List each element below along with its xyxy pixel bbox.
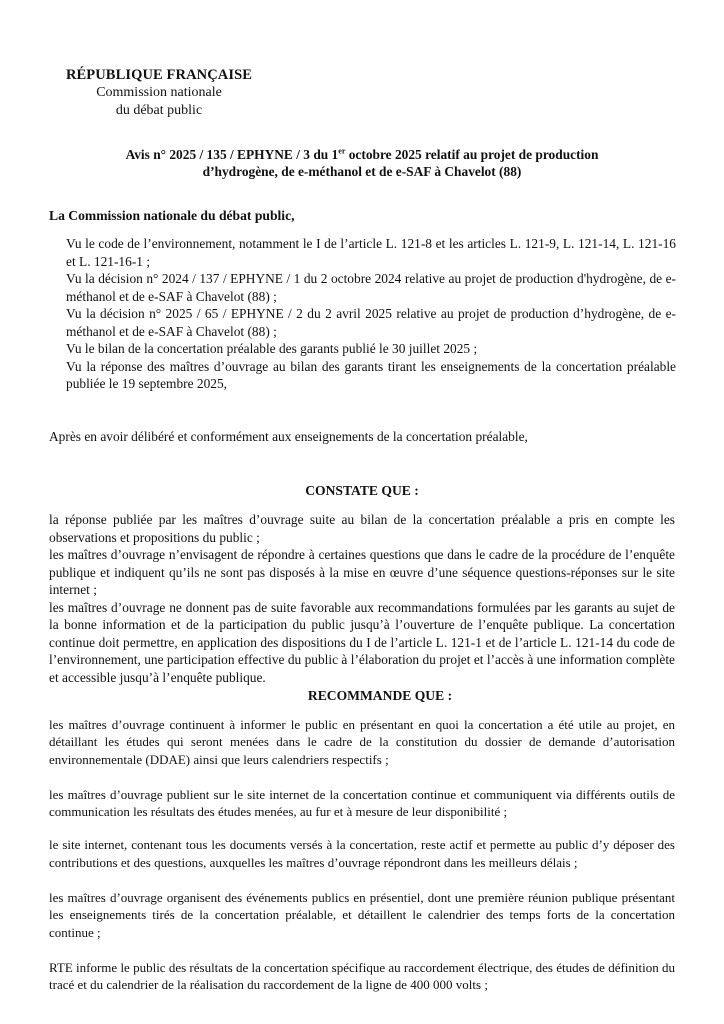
deliberation-statement: Après en avoir délibéré et conformément aux enseignements de la concertation préalable, <box>49 429 528 444</box>
org-name-line1: Commission nationale <box>96 85 222 100</box>
recommande-list <box>49 716 675 1012</box>
intro-heading: La Commission nationale du débat public, <box>49 208 295 223</box>
recommande-heading: RECOMMANDE QUE : <box>307 688 453 703</box>
constate-list <box>49 511 675 686</box>
vu-item: Vu la réponse des maîtres d’ouvrage au bilan des garants tirant les enseignements de la concertation préalable publiée le 19 septembre 2025, <box>66 358 676 391</box>
recommande-item: les maîtres d’ouvrage publient sur le site internet de la concertation continue et communiquent via différents outils de communication les résultats des études menées, au fur et à mesure de leur disponibilité ; <box>49 786 675 820</box>
constate-heading: CONSTATE QUE : <box>305 483 419 498</box>
vu-item: Vu la décision n° 2025 / 65 / EPHYNE / 2 du 2 avril 2025 relative au projet de production d’hydrogène, de e-méthanol et de e-SAF à Chavelot (88) ; <box>66 306 676 339</box>
document-title <box>95 146 629 180</box>
vu-item: Vu la décision n° 2024 / 137 / EPHYNE / 1 du 2 octobre 2024 relative au projet de production d'hydrogène, de e-méthanol et de e-SAF à Chavelot (88) ; <box>66 271 676 304</box>
vu-item: Vu le code de l’environnement, notamment le I de l’article L. 121-8 et les articles L. 121-9, L. 121-14, L. 121-16 et L. 121-16-1 ; <box>66 236 676 269</box>
title-superscript: er <box>338 146 346 156</box>
recommande-item: RTE informe le public des résultats de la concertation spécifique au raccordement électrique, des études de définition du tracé et du calendrier de la réalisation du raccordement de la ligne de 400 000 volts ; <box>49 959 675 993</box>
org-name-line2: du débat public <box>115 103 203 118</box>
constate-item: la réponse publiée par les maîtres d’ouvrage suite au bilan de la concertation préalable a pris en compte les observations et propositions du public ; <box>49 512 675 545</box>
issuer-header <box>59 66 259 120</box>
title-line2: d’hydrogène, de e-méthanol et de e-SAF à Chavelot (88) <box>202 164 522 179</box>
constate-item: les maîtres d’ouvrage ne donnent pas de suite favorable aux recommandations formulées par les garants au sujet de la bonne information et de la participation du public jusqu’à l’ouverture de l’enquête publique. La concertation continue doit permettre, en application des dispositions du I de l’article L. 121-1 et de l’article L. 121-14 du code de l’environnement, une participation effective du public à l’élaboration du projet et l’accès à une information complète et accessible jusqu’à l’enquête publique. <box>49 599 675 685</box>
title-line1 <box>95 146 629 163</box>
recommande-item: le site internet, contenant tous les documents versés à la concertation, reste actif et permette au public d’y déposer des contributions et des questions, auxquelles les maîtres d’ouvrage répondront dans les meilleurs délais ; <box>49 837 675 870</box>
vu-item: Vu le bilan de la concertation préalable des garants publié le 30 juillet 2025 ; <box>66 341 478 356</box>
recommande-item: les maîtres d’ouvrage organisent des événements publics en présentiel, dont une première réunion publique présentant les enseignements tirés de la concertation préalable, et détaillent le calendrier des temps forts de la concertation continue ; <box>49 890 675 940</box>
constate-item: les maîtres d’ouvrage n’envisagent de répondre à certaines questions que dans le cadre de la procédure de l’enquête publique et indiquent qu’ils ne sont pas disposés à la mise en œuvre d’une séquence questions-réponses sur le site internet ; <box>49 547 675 597</box>
title-part: octobre 2025 relatif au projet de production <box>345 147 599 162</box>
recommande-item: les maîtres d’ouvrage continuent à informer le public en présentant en quoi la concertation a été utile au projet, en détaillant les études qui seront menées dans le cadre de la constitution du dossier de demande d’autorisation environnementale (DDAE) ainsi que leurs calendriers respectifs ; <box>49 717 675 767</box>
republic-heading: RÉPUBLIQUE FRANÇAISE <box>65 67 253 83</box>
vu-list <box>66 235 676 393</box>
title-part: Avis n° 2025 / 135 / EPHYNE / 3 du 1 <box>125 147 339 162</box>
